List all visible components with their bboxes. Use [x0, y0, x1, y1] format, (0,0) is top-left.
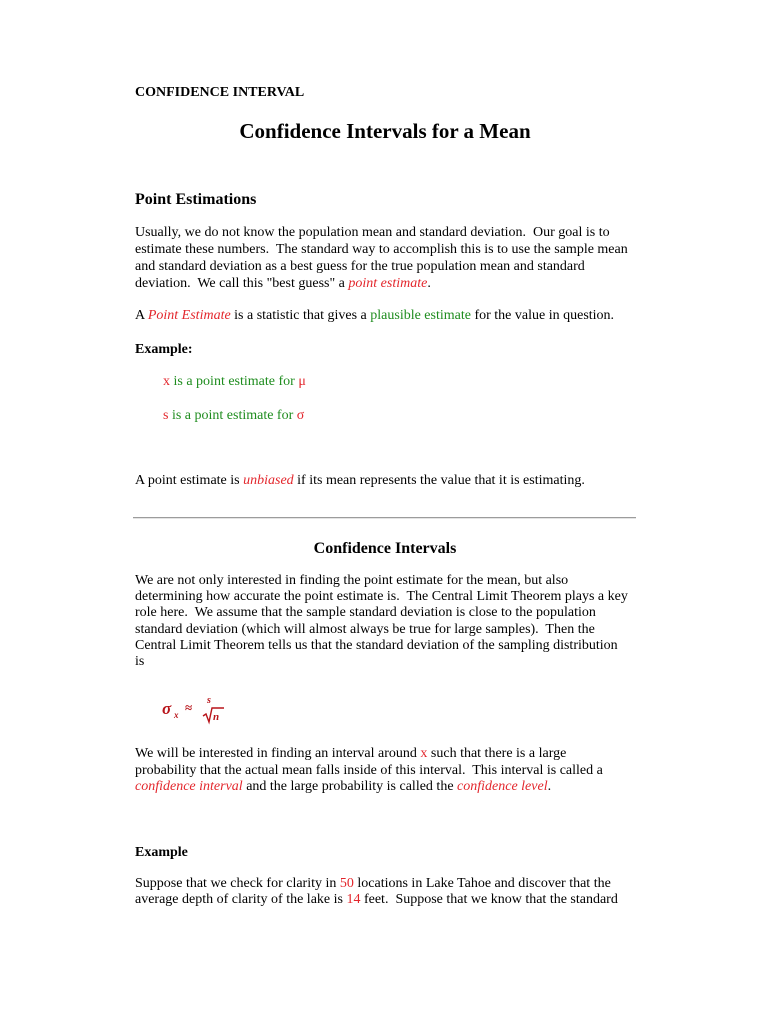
text-run: if its mean represents the value that it is estimating. — [293, 473, 585, 488]
section-heading-point-estimations: Point Estimations — [135, 191, 257, 208]
definition-line — [135, 307, 614, 324]
formula-subscript: x — [174, 710, 179, 720]
text-run: average depth of clarity of the lake is — [135, 892, 347, 907]
text-run: such that there is a large — [427, 746, 567, 761]
page-title: Confidence Intervals for a Mean — [239, 119, 531, 143]
formula-numerator: s — [207, 695, 211, 706]
text-run: A — [135, 308, 148, 323]
section-heading-example: Example — [135, 845, 188, 860]
formula-sigma: σ — [162, 699, 172, 718]
term-point-estimate: point estimate — [348, 276, 428, 291]
paragraph-line — [135, 892, 618, 908]
paragraph-line: Usually, we do not know the population mean and standard deviation. Our goal is to — [135, 225, 610, 240]
paragraph-line — [135, 876, 618, 892]
value-depth: 14 — [346, 892, 361, 907]
text-run: feet. Suppose that we know that the standard — [360, 892, 618, 907]
text-run: Suppose that we check for clarity in — [135, 876, 340, 891]
paragraph-line: Central Limit Theorem tells us that the standard deviation of the sampling distribution — [135, 637, 618, 653]
interval-paragraph — [135, 746, 603, 796]
example-text: is a point estimate for — [168, 408, 297, 423]
intro-paragraph — [135, 224, 628, 292]
paragraph-line: is — [135, 654, 145, 670]
term-plausible-estimate: plausible estimate — [370, 308, 471, 323]
horizontal-divider — [133, 517, 636, 519]
term-confidence-interval: confidence interval — [135, 779, 243, 794]
example-label: Example: — [135, 342, 193, 357]
term-confidence-level: confidence level — [457, 779, 548, 794]
paragraph-line — [135, 779, 603, 796]
value-locations: 50 — [339, 876, 354, 891]
paragraph-line: determining how accurate the point estimate is. The Central Limit Theorem plays a key — [135, 589, 628, 605]
document-label: CONFIDENCE INTERVAL — [135, 85, 305, 100]
text-run: . — [547, 779, 552, 794]
text-run: and the large probability is called the — [242, 779, 458, 794]
formula-approx: ≈ — [185, 700, 193, 715]
paragraph-line: estimate these numbers. The standard way to accomplish this is to use the sample mean — [135, 242, 628, 257]
symbol-x: x — [163, 374, 170, 389]
paragraph-line: probability that the actual mean falls inside of this interval. This interval is called a — [135, 762, 603, 778]
text-run: locations in Lake Tahoe and discover that the — [353, 876, 611, 891]
section-heading-confidence-intervals: Confidence Intervals — [313, 540, 457, 557]
text-run: deviation. We call this "best guess" a — [135, 276, 349, 291]
clt-paragraph — [135, 573, 628, 670]
paragraph-line — [135, 275, 628, 292]
formula-denominator: n — [213, 711, 220, 723]
symbol-mu: μ — [298, 374, 306, 389]
unbiased-line — [135, 472, 585, 489]
example-paragraph — [135, 876, 618, 908]
text-run: A point estimate is — [135, 473, 244, 488]
standard-error-formula — [160, 692, 230, 728]
text-run: We will be interested in finding an interval around — [135, 746, 421, 761]
paragraph-line: standard deviation (which will almost always be true for large samples). Then the — [135, 621, 595, 637]
text-run: is a statistic that gives a — [230, 308, 371, 323]
example-item-std-dev — [163, 407, 304, 424]
term-point-estimate: Point Estimate — [147, 308, 231, 323]
example-text: is a point estimate for — [170, 374, 299, 389]
paragraph-line: We are not only interested in finding the point estimate for the mean, but also — [135, 573, 569, 588]
paragraph-line: and standard deviation as a best guess for the true population mean and standard — [135, 259, 585, 274]
symbol-s: s — [163, 408, 169, 423]
paragraph-line — [135, 746, 603, 763]
text-run: . — [427, 276, 431, 291]
term-unbiased: unbiased — [243, 473, 294, 488]
symbol-x: x — [420, 746, 428, 761]
paragraph-line: role here. We assume that the sample standard deviation is close to the population — [135, 605, 596, 621]
symbol-sigma: σ — [296, 408, 305, 423]
text-run: for the value in question. — [470, 308, 615, 323]
example-item-mean — [163, 373, 306, 390]
